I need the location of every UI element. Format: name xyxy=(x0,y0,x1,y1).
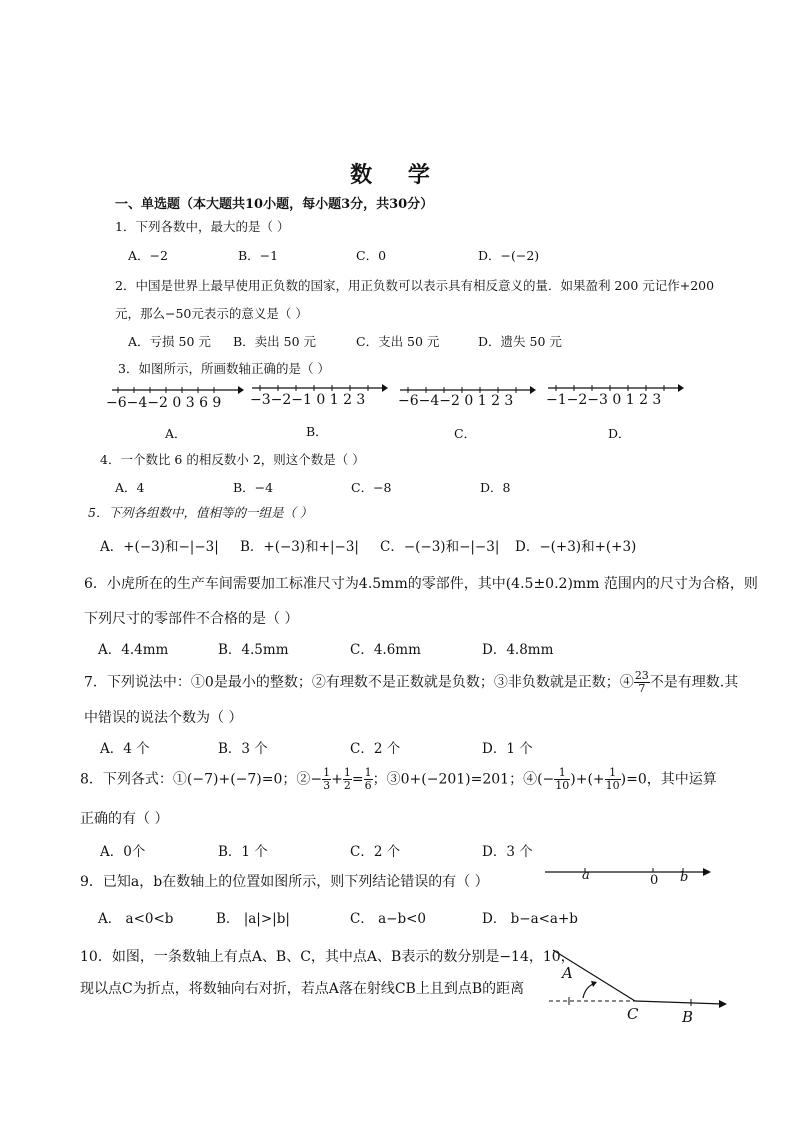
q2-option-a: A．亏损 50 元 xyxy=(128,334,211,349)
q8-frac1-den: 3 xyxy=(323,779,331,792)
q10-line1: 10．如图，一条数轴上有点A、B、C，其中点A、B表示的数分别是−14，10， xyxy=(80,949,575,965)
q6-line2: 下列尺寸的零部件不合格的是（ ） xyxy=(84,611,299,627)
q8-frac3-num: 1 xyxy=(364,766,372,779)
q7-line2: 中错误的说法个数为（ ） xyxy=(84,710,243,726)
q4-option-d: D．8 xyxy=(480,480,511,495)
q8-part1: 8．下列各式：①(−7)+(−7)=0；②− xyxy=(80,771,323,788)
q1-option-a: A．−2 xyxy=(128,248,168,263)
q8-frac3-den: 6 xyxy=(364,779,372,792)
q8-frac4-num: 1 xyxy=(554,767,570,780)
page-title: 数 学 xyxy=(350,162,444,188)
q5-option-b: B．+(−3)和+|−3| xyxy=(240,539,359,555)
q8-frac5-num: 1 xyxy=(605,767,621,780)
q1-stem: 1．下列各数中，最大的是（ ） xyxy=(115,219,290,234)
q3-option-d: D． xyxy=(608,426,631,441)
q9-option-d: D． b−a<a+b xyxy=(482,911,578,927)
q8-part5: )+(+ xyxy=(570,771,605,788)
q8-frac2-den: 2 xyxy=(343,779,351,792)
q5-option-a: A．+(−3)和−|−3| xyxy=(100,539,219,555)
q4-option-b: B．−4 xyxy=(233,480,274,495)
q2-line2: 元，那么−50元表示的意义是（ ） xyxy=(115,306,308,321)
q7-fraction-numerator: 23 xyxy=(634,669,649,682)
q9-label-zero: 0 xyxy=(650,873,659,888)
q8-frac5 xyxy=(605,767,621,792)
q5-option-d: D．−(+3)和+(+3) xyxy=(515,539,637,555)
q7-option-b: B．3 个 xyxy=(218,741,268,757)
q7-option-d: D．1 个 xyxy=(482,741,533,757)
q7-fraction xyxy=(634,670,650,695)
q8-frac4 xyxy=(554,767,570,792)
q8-part3: = xyxy=(351,771,364,788)
q8-part4: ；③0+(−201)=201；④(− xyxy=(372,771,555,788)
q3-axis-d-labels: −1−2−3 0 1 2 3 xyxy=(546,392,662,408)
q3-stem: 3．如图所示，所画数轴正确的是（ ） xyxy=(118,361,330,376)
q2-option-b: B．卖出 50 元 xyxy=(233,334,317,349)
q9-label-b: b xyxy=(680,870,689,885)
q1-option-c: C．0 xyxy=(356,248,387,263)
q8-option-d: D．3 个 xyxy=(482,844,533,860)
q8-part2: + xyxy=(331,771,343,788)
q1-option-d: D．−(−2) xyxy=(478,248,540,263)
q8-frac3 xyxy=(364,767,373,792)
q7-line1-end: 不是有理数.其 xyxy=(649,674,739,691)
q8-frac1 xyxy=(322,767,331,792)
q3-axis-b-labels: −3−2−1 0 1 2 3 xyxy=(250,392,366,408)
q1-option-b: B．−1 xyxy=(238,248,279,263)
q4-stem: 4．一个数比 6 的相反数小 2，则这个数是（ ） xyxy=(100,452,365,467)
q2-line1: 2．中国是世界上最早使用正负数的国家，用正负数可以表示具有相反意义的量．如果盈利 200 元记作+200 xyxy=(115,278,715,293)
q9-label-a: a xyxy=(582,868,590,883)
q6-option-b: B．4.5mm xyxy=(218,642,289,658)
q7-fraction-denominator: 7 xyxy=(638,682,646,695)
q7-option-a: A．4 个 xyxy=(100,741,150,757)
q9-option-b: B． |a|>|b| xyxy=(216,911,290,927)
q3-axis-c-labels: −6−4−2 0 1 2 3 xyxy=(398,393,514,409)
q3-axis-a-labels: −6−4−2 0 3 6 9 xyxy=(106,395,222,411)
q7-line1 xyxy=(84,670,738,695)
q5-option-c: C．−(−3)和−|−3| xyxy=(380,539,500,555)
q4-option-c: C．−8 xyxy=(351,480,392,495)
q10-label-a: A xyxy=(562,964,573,982)
q8-line1 xyxy=(80,767,717,792)
q6-option-d: D．4.8mm xyxy=(482,642,554,658)
q9-option-a: A． a<0<b xyxy=(98,911,174,927)
q8-part6: )=0，其中运算 xyxy=(620,771,717,788)
q4-option-a: A．4 xyxy=(115,480,145,495)
q2-option-c: C．支出 50 元 xyxy=(356,334,440,349)
q10-label-b: B xyxy=(682,1008,694,1026)
q8-option-a: A．0个 xyxy=(100,844,146,860)
q6-option-c: C．4.6mm xyxy=(350,642,421,658)
q10-line2: 现以点C为折点，将数轴向右对折，若点A落在射线CB上且到点B的距离 xyxy=(80,981,525,997)
q8-frac4-den: 10 xyxy=(555,779,570,792)
q6-option-a: A．4.4mm xyxy=(98,642,169,658)
q6-line1: 6．小虎所在的生产车间需要加工标准尺寸为4.5mm的零部件，其中(4.5±0.2)mm 范围内的尺寸为合格，则 xyxy=(84,576,758,592)
q8-frac5-den: 10 xyxy=(605,779,620,792)
q8-line2: 正确的有（ ） xyxy=(80,811,169,827)
section-heading: 一、单选题（本大题共10小题，每小题3分，共30分） xyxy=(115,197,434,212)
q8-frac2-num: 1 xyxy=(343,766,351,779)
q8-frac2 xyxy=(343,767,352,792)
q7-option-c: C．2 个 xyxy=(350,741,401,757)
q3-option-a: A． xyxy=(165,426,187,441)
q7-line1-start: 7．下列说法中：①0是最小的整数；②有理数不是正数就是负数；③非负数就是正数；④ xyxy=(84,674,634,691)
q9-option-c: C． a−b<0 xyxy=(350,911,427,927)
q8-option-c: C．2 个 xyxy=(350,844,401,860)
q8-option-b: B．1 个 xyxy=(218,844,268,860)
q2-option-d: D．遗失 50 元 xyxy=(478,334,562,349)
q3-option-c: C． xyxy=(454,426,477,441)
q9-stem: 9．已知a，b在数轴上的位置如图所示，则下列结论错误的有（ ） xyxy=(80,874,489,890)
q8-frac1-num: 1 xyxy=(323,766,331,779)
q3-option-b: B． xyxy=(306,424,328,439)
q5-stem: 5．下列各组数中，值相等的一组是（ ） xyxy=(88,505,313,520)
q10-label-c: C xyxy=(627,1005,639,1023)
